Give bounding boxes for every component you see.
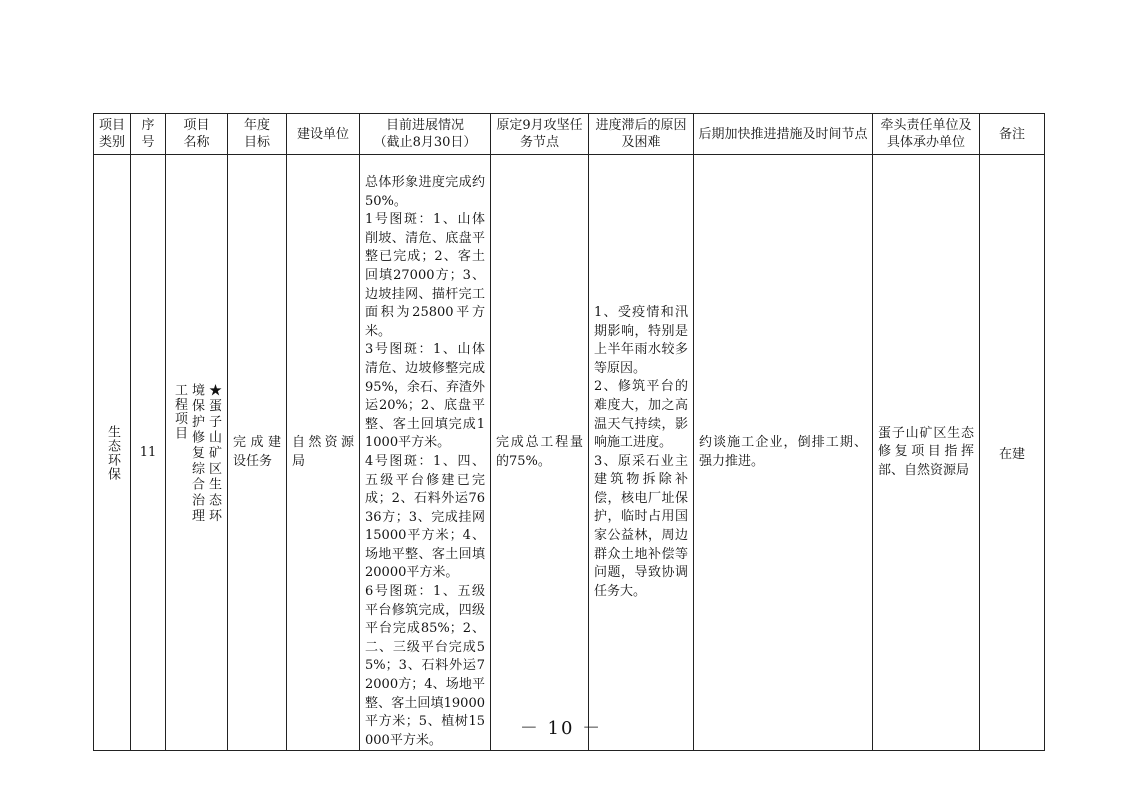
cell-number: 11 (131, 155, 166, 751)
cell-progress (360, 155, 491, 751)
header-progress: 目前进展情况 （截止8月30日） (360, 114, 491, 155)
cell-measures (694, 155, 873, 751)
header-september-node: 原定9月攻坚任 务节点 (491, 114, 589, 155)
cell-category (94, 155, 131, 751)
progress-table (93, 113, 1045, 751)
header-row (94, 114, 1045, 155)
category-text: 生态环保 (105, 424, 120, 481)
responsible-units-text: 蛋子山矿区生态修复项目指挥部、自然资源局 (878, 425, 974, 478)
header-project-name: 项目 名称 (166, 114, 228, 155)
cell-responsible-units (873, 155, 980, 751)
cell-remarks: 在建 (980, 155, 1045, 751)
cell-construction-unit (287, 155, 360, 751)
header-measures: 后期加快推进措施及时间节点 (694, 114, 873, 155)
header-construction-unit: 建设单位 (287, 114, 360, 155)
header-responsible-units: 牵头责任单位及 具体承办单位 (873, 114, 980, 155)
progress-text: 总体形象进度完成约50%。 1号图斑：1、山体削坡、清危、底盘平整已完成；2、客土回填27000方；3、边坡挂网、描杆完工面积为25800平方米。 3号图斑：1、山体清危、边坡修整完成95%，余石、弃渣外运20%；2、底盘平整、客土回填完成11000平方米。 4号图斑：1、四、五级平台修建已完成；2、石料外运7636方；3、完成挂网15000平方米；4、场地平整、客土回填20000平方米。 6号图斑：1、五级平台修筑完成，四级平台完成85%；2、二、三级平台完成55%；3、石料外运72000方；4、场地平整、客土回填19000平方米；5、植树15000平方米。 (365, 175, 485, 748)
cell-september-node (491, 155, 589, 751)
header-delay-reasons: 进度滞后的原因 及困难 (589, 114, 694, 155)
table-row (94, 155, 1045, 751)
project-name-text: ★蛋子山矿区生态环境保护修复综合治理工程项目 (172, 382, 221, 523)
header-number: 序 号 (131, 114, 166, 155)
september-node-text: 完成总工程量的75%。 (496, 435, 583, 469)
header-remarks: 备注 (980, 114, 1045, 155)
delay-reasons-text: 1、受疫情和汛期影响，特别是上半年雨水较多等原因。 2、修筑平台的难度大，加之高温天气持续，影响施工进度。 3、原采石业主建筑物拆除补偿，核电厂址保护，临时占用国家公益林，周边群众土地补偿等问题，导致协调任务大。 (594, 304, 688, 599)
header-category: 项目 类别 (94, 114, 131, 155)
page-number: － 10 － (519, 718, 603, 739)
cell-delay-reasons (589, 155, 694, 751)
annual-target-text: 完成建设任务 (233, 435, 281, 469)
cell-project-name (166, 155, 228, 751)
measures-text: 约谈施工企业，倒排工期、强力推进。 (699, 435, 867, 469)
cell-annual-target (228, 155, 287, 751)
header-annual-target: 年度 目标 (228, 114, 287, 155)
construction-unit-text: 自然资源局 (292, 435, 354, 469)
